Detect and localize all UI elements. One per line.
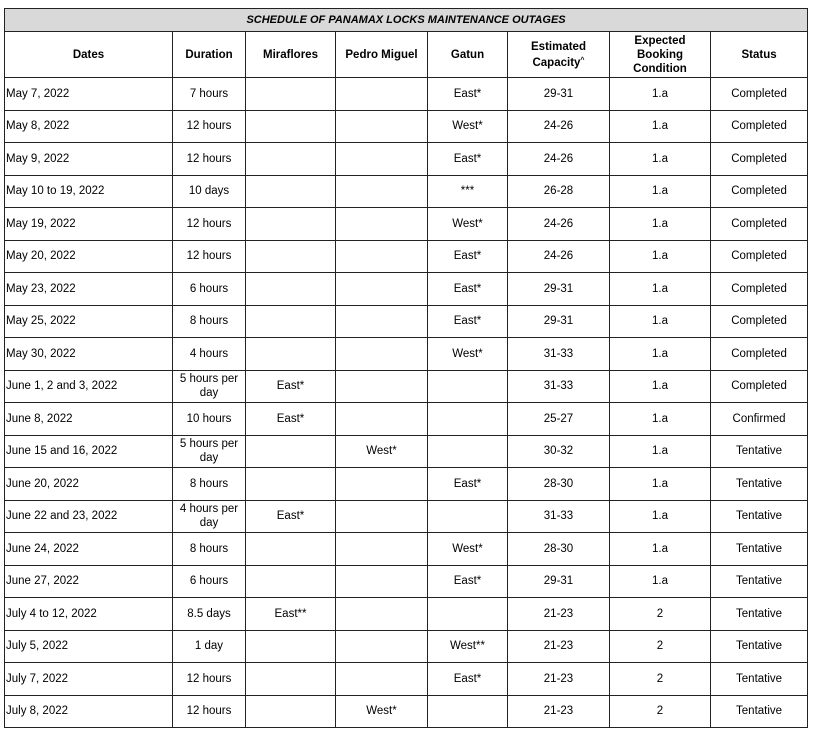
header-dates: Dates <box>5 32 173 78</box>
cell-duration: 5 hours per day <box>173 370 246 403</box>
table-row <box>5 468 808 501</box>
cell-pedro-miguel <box>336 565 428 598</box>
cell-status: Confirmed <box>711 403 808 436</box>
cell-gatun: *** <box>428 175 508 208</box>
cell-gatun <box>428 435 508 468</box>
cell-duration: 5 hours per day <box>173 435 246 468</box>
cell-gatun: West* <box>428 533 508 566</box>
cell-duration: 10 days <box>173 175 246 208</box>
cell-dates: June 1, 2 and 3, 2022 <box>5 370 173 403</box>
header-miraflores: Miraflores <box>246 32 336 78</box>
cell-dates: July 7, 2022 <box>5 663 173 696</box>
cell-miraflores <box>246 78 336 111</box>
table-row <box>5 565 808 598</box>
cell-dates: June 24, 2022 <box>5 533 173 566</box>
cell-booking: 2 <box>610 695 711 728</box>
cell-miraflores: East** <box>246 598 336 631</box>
cell-status: Completed <box>711 370 808 403</box>
cell-duration: 12 hours <box>173 695 246 728</box>
table-row <box>5 370 808 403</box>
cell-gatun <box>428 598 508 631</box>
cell-miraflores: East* <box>246 500 336 533</box>
table-row <box>5 208 808 241</box>
cell-capacity: 21-23 <box>508 598 610 631</box>
table-row <box>5 695 808 728</box>
cell-status: Tentative <box>711 533 808 566</box>
cell-booking: 1.a <box>610 143 711 176</box>
cell-duration: 8 hours <box>173 305 246 338</box>
cell-booking: 2 <box>610 630 711 663</box>
cell-booking: 1.a <box>610 468 711 501</box>
cell-pedro-miguel <box>336 630 428 663</box>
cell-pedro-miguel <box>336 143 428 176</box>
cell-dates: May 30, 2022 <box>5 338 173 371</box>
cell-pedro-miguel <box>336 403 428 436</box>
header-duration: Duration <box>173 32 246 78</box>
cell-dates: June 27, 2022 <box>5 565 173 598</box>
cell-dates: May 10 to 19, 2022 <box>5 175 173 208</box>
cell-gatun: West* <box>428 208 508 241</box>
cell-dates: June 8, 2022 <box>5 403 173 436</box>
cell-duration: 12 hours <box>173 110 246 143</box>
cell-duration: 4 hours <box>173 338 246 371</box>
cell-dates: June 15 and 16, 2022 <box>5 435 173 468</box>
cell-booking: 2 <box>610 663 711 696</box>
cell-dates: May 19, 2022 <box>5 208 173 241</box>
cell-status: Completed <box>711 305 808 338</box>
cell-duration: 12 hours <box>173 663 246 696</box>
cell-capacity: 26-28 <box>508 175 610 208</box>
cell-status: Tentative <box>711 565 808 598</box>
cell-status: Completed <box>711 338 808 371</box>
cell-capacity: 21-23 <box>508 663 610 696</box>
cell-gatun: East* <box>428 143 508 176</box>
table-row <box>5 78 808 111</box>
cell-pedro-miguel <box>336 468 428 501</box>
cell-duration: 6 hours <box>173 273 246 306</box>
cell-status: Completed <box>711 110 808 143</box>
cell-miraflores <box>246 435 336 468</box>
table-title: SCHEDULE OF PANAMAX LOCKS MAINTENANCE OUTAGES <box>5 9 808 32</box>
outage-schedule-table <box>4 8 808 728</box>
cell-pedro-miguel <box>336 500 428 533</box>
cell-status: Completed <box>711 240 808 273</box>
table-row <box>5 240 808 273</box>
cell-miraflores <box>246 305 336 338</box>
cell-duration: 4 hours per day <box>173 500 246 533</box>
header-pedro-miguel: Pedro Miguel <box>336 32 428 78</box>
cell-status: Tentative <box>711 500 808 533</box>
cell-miraflores <box>246 533 336 566</box>
cell-capacity: 29-31 <box>508 78 610 111</box>
cell-dates: May 25, 2022 <box>5 305 173 338</box>
table-row <box>5 305 808 338</box>
cell-capacity: 21-23 <box>508 695 610 728</box>
cell-status: Tentative <box>711 468 808 501</box>
cell-dates: June 20, 2022 <box>5 468 173 501</box>
cell-duration: 7 hours <box>173 78 246 111</box>
table-row <box>5 435 808 468</box>
cell-dates: May 20, 2022 <box>5 240 173 273</box>
cell-status: Tentative <box>711 598 808 631</box>
cell-capacity: 25-27 <box>508 403 610 436</box>
cell-status: Completed <box>711 208 808 241</box>
cell-booking: 1.a <box>610 565 711 598</box>
cell-gatun <box>428 370 508 403</box>
cell-gatun: East* <box>428 565 508 598</box>
cell-dates: May 8, 2022 <box>5 110 173 143</box>
cell-booking: 1.a <box>610 175 711 208</box>
cell-gatun: East* <box>428 273 508 306</box>
table-row <box>5 500 808 533</box>
header-capacity <box>508 32 610 78</box>
cell-dates: July 4 to 12, 2022 <box>5 598 173 631</box>
cell-dates: May 7, 2022 <box>5 78 173 111</box>
table-row <box>5 175 808 208</box>
cell-booking: 1.a <box>610 533 711 566</box>
cell-gatun: West** <box>428 630 508 663</box>
cell-duration: 12 hours <box>173 240 246 273</box>
cell-miraflores <box>246 273 336 306</box>
cell-gatun <box>428 695 508 728</box>
table-row <box>5 338 808 371</box>
cell-booking: 1.a <box>610 370 711 403</box>
cell-capacity: 28-30 <box>508 533 610 566</box>
cell-pedro-miguel <box>336 598 428 631</box>
cell-status: Completed <box>711 143 808 176</box>
cell-capacity: 24-26 <box>508 240 610 273</box>
cell-miraflores <box>246 110 336 143</box>
cell-capacity: 31-33 <box>508 338 610 371</box>
cell-gatun: East* <box>428 240 508 273</box>
cell-duration: 12 hours <box>173 208 246 241</box>
table-row <box>5 630 808 663</box>
cell-miraflores <box>246 175 336 208</box>
cell-booking: 1.a <box>610 338 711 371</box>
cell-pedro-miguel <box>336 305 428 338</box>
cell-miraflores <box>246 338 336 371</box>
cell-miraflores: East* <box>246 403 336 436</box>
cell-dates: May 9, 2022 <box>5 143 173 176</box>
cell-capacity: 29-31 <box>508 273 610 306</box>
table-row <box>5 143 808 176</box>
table-row <box>5 598 808 631</box>
cell-booking: 1.a <box>610 78 711 111</box>
cell-pedro-miguel <box>336 273 428 306</box>
cell-miraflores <box>246 468 336 501</box>
cell-pedro-miguel <box>336 110 428 143</box>
cell-booking: 1.a <box>610 435 711 468</box>
cell-gatun <box>428 500 508 533</box>
cell-booking: 1.a <box>610 500 711 533</box>
cell-dates: July 5, 2022 <box>5 630 173 663</box>
cell-status: Completed <box>711 273 808 306</box>
cell-pedro-miguel <box>336 533 428 566</box>
cell-dates: May 23, 2022 <box>5 273 173 306</box>
cell-pedro-miguel <box>336 175 428 208</box>
cell-booking: 1.a <box>610 403 711 436</box>
cell-capacity: 31-33 <box>508 370 610 403</box>
header-status: Status <box>711 32 808 78</box>
cell-capacity: 30-32 <box>508 435 610 468</box>
cell-miraflores: East* <box>246 370 336 403</box>
header-row <box>5 32 808 78</box>
cell-miraflores <box>246 565 336 598</box>
cell-capacity: 24-26 <box>508 143 610 176</box>
cell-pedro-miguel <box>336 208 428 241</box>
cell-miraflores <box>246 208 336 241</box>
cell-pedro-miguel <box>336 78 428 111</box>
cell-booking: 1.a <box>610 240 711 273</box>
capacity-footnote-mark: ^ <box>580 56 585 64</box>
cell-pedro-miguel <box>336 370 428 403</box>
cell-gatun: East* <box>428 78 508 111</box>
cell-booking: 1.a <box>610 110 711 143</box>
table-row <box>5 273 808 306</box>
cell-status: Completed <box>711 175 808 208</box>
cell-status: Completed <box>711 78 808 111</box>
cell-gatun: West* <box>428 338 508 371</box>
cell-pedro-miguel: West* <box>336 435 428 468</box>
table-row <box>5 110 808 143</box>
cell-miraflores <box>246 695 336 728</box>
cell-miraflores <box>246 630 336 663</box>
table-row <box>5 403 808 436</box>
cell-pedro-miguel: West* <box>336 695 428 728</box>
cell-gatun: East* <box>428 468 508 501</box>
cell-status: Tentative <box>711 695 808 728</box>
cell-booking: 1.a <box>610 273 711 306</box>
cell-pedro-miguel <box>336 663 428 696</box>
header-gatun: Gatun <box>428 32 508 78</box>
cell-miraflores <box>246 663 336 696</box>
cell-capacity: 31-33 <box>508 500 610 533</box>
cell-status: Tentative <box>711 663 808 696</box>
cell-dates: June 22 and 23, 2022 <box>5 500 173 533</box>
header-capacity-label: Estimated Capacity <box>531 40 586 69</box>
cell-booking: 1.a <box>610 305 711 338</box>
cell-duration: 1 day <box>173 630 246 663</box>
cell-duration: 8 hours <box>173 468 246 501</box>
cell-pedro-miguel <box>336 240 428 273</box>
cell-capacity: 24-26 <box>508 208 610 241</box>
cell-capacity: 24-26 <box>508 110 610 143</box>
cell-pedro-miguel <box>336 338 428 371</box>
cell-dates: July 8, 2022 <box>5 695 173 728</box>
header-booking: Expected Booking Condition <box>610 32 711 78</box>
cell-miraflores <box>246 240 336 273</box>
cell-miraflores <box>246 143 336 176</box>
cell-duration: 10 hours <box>173 403 246 436</box>
cell-capacity: 28-30 <box>508 468 610 501</box>
cell-gatun <box>428 403 508 436</box>
cell-capacity: 29-31 <box>508 305 610 338</box>
cell-status: Tentative <box>711 435 808 468</box>
cell-capacity: 21-23 <box>508 630 610 663</box>
cell-gatun: East* <box>428 305 508 338</box>
cell-duration: 6 hours <box>173 565 246 598</box>
cell-duration: 12 hours <box>173 143 246 176</box>
cell-booking: 2 <box>610 598 711 631</box>
cell-gatun: West* <box>428 110 508 143</box>
cell-booking: 1.a <box>610 208 711 241</box>
cell-capacity: 29-31 <box>508 565 610 598</box>
cell-duration: 8 hours <box>173 533 246 566</box>
cell-gatun: East* <box>428 663 508 696</box>
cell-duration: 8.5 days <box>173 598 246 631</box>
cell-status: Tentative <box>711 630 808 663</box>
table-row <box>5 533 808 566</box>
table-row <box>5 663 808 696</box>
